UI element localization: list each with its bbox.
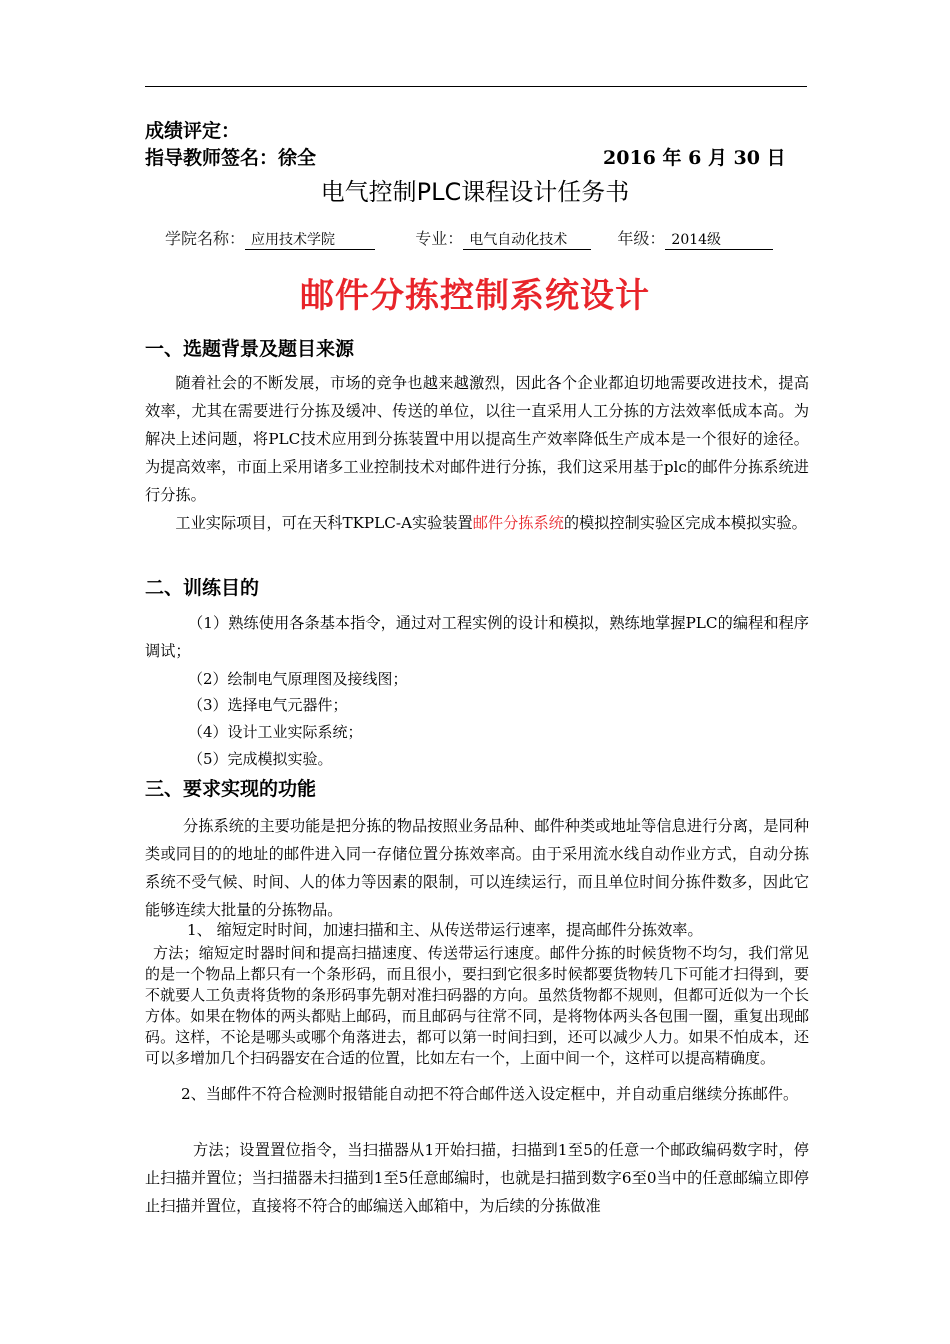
section2-item2: （2）绘制电气原理图及接线图； xyxy=(188,670,408,688)
major-label: 专业： xyxy=(415,229,464,248)
grade-year-label: 年级： xyxy=(617,229,666,248)
para2-highlight: 邮件分拣系统 xyxy=(472,514,564,532)
section3-point1: 1、 缩短定时时间，加速扫描和主、从传送带运行速率，提高邮件分拣效率。 xyxy=(187,921,703,939)
date: 2016 年 6 月 30 日 xyxy=(603,147,786,169)
section2-item4: （4）设计工业实际系统； xyxy=(188,723,363,741)
section2-item5: （5）完成模拟实验。 xyxy=(188,750,333,768)
section3-paragraph1: 分拣系统的主要功能是把分拣的物品按照业务品种、邮件种类或地址等信息进行分离，是同种类或同目的的地址的邮件进入同一存储位置分拣效率高。由于采用流水线自动作业方式，自动分拣系统不受气候、时间、人的体力等因素的限制，可以连续运行，而且单位时间分拣件数多，因此它能够连续大批量的分拣物品。 xyxy=(145,817,809,919)
section3-method1: 方法；缩短定时器时间和提高扫描速度、传送带运行速度。邮件分拣的时候货物不均匀，我们常见的是一个物品上都只有一个条形码，而且很小，要扫到它很多时候都要货物转几下可能才扫得到，要不就要人工负责将货物的条形码事先朝对准扫码器的方向。虽然货物都不规则，但都可近似为一个长方体。如果在物体的两头都贴上邮码，而且邮码与往常不同，是将物体两头各包围一圈，重复出现邮码。这样，不论是哪头或哪个角落进去，都可以第一时间扫到，还可以减少人力。如果不怕成本，还可以多增加几个扫码器安在合适的位置，比如左右一个，上面中间一个，这样可以提高精确度。 xyxy=(145,944,809,1067)
grade-year-value: 2014级 xyxy=(665,229,773,250)
info-row xyxy=(165,226,773,250)
section1-paragraph1: 随着社会的不断发展，市场的竞争也越来越激烈，因此各个企业都迫切地需要改进技术，提高效率，尤其在需要进行分拣及缓冲、传送的单位，以往一直采用人工分拣的方法效率低成本高。为解决上述问题，将PLC技术应用到分拣装置中用以提高生产效率降低生产成本是一个很好的途径。为提高效率，市面上采用诸多工业控制技术对邮件进行分拣，我们这采用基于plc的邮件分拣系统进行分拣。 xyxy=(145,374,809,504)
section1-paragraph2 xyxy=(145,509,809,537)
section3-heading: 三、要求实现的功能 xyxy=(145,778,317,800)
major-value: 电气自动化技术 xyxy=(463,229,591,250)
top-rule xyxy=(145,86,807,87)
para2-text-b: 的模拟控制实验区完成本模拟实验。 xyxy=(563,514,807,532)
section3-point2: 2、当邮件不符合检测时报错能自动把不符合邮件送入设定框中，并自动重启继续分拣邮件。 xyxy=(181,1085,799,1103)
college-value: 应用技术学院 xyxy=(245,229,375,250)
teacher-signature: 指导教师签名：徐全 xyxy=(145,147,317,169)
college-label: 学院名称： xyxy=(165,229,246,248)
section2-heading: 二、训练目的 xyxy=(145,577,260,599)
main-title: 邮件分拣控制系统设计 xyxy=(300,276,650,316)
section2-item1: （1）熟练使用各条基本指令，通过对工程实例的设计和模拟，熟练地掌握PLC的编程和程序调试； xyxy=(145,614,809,660)
section2-item3: （3）选择电气元器件； xyxy=(188,696,348,714)
section3-method2: 方法；设置置位指令，当扫描器从1开始扫描，扫描到1至5的任意一个邮政编码数字时，停止扫描并置位；当扫描器未扫描到1至5任意邮编时，也就是扫描到数字6至0当中的任意邮编立即停止扫描并置位，直接将不符合的邮编送入邮箱中，为后续的分拣做准 xyxy=(145,1141,809,1215)
para2-text-a: 工业实际项目，可在天科TKPLC-A实验装置 xyxy=(175,514,473,532)
document-title: 电气控制PLC课程设计任务书 xyxy=(320,178,630,206)
grade-label: 成绩评定： xyxy=(145,120,241,142)
section1-heading: 一、选题背景及题目来源 xyxy=(145,338,355,360)
